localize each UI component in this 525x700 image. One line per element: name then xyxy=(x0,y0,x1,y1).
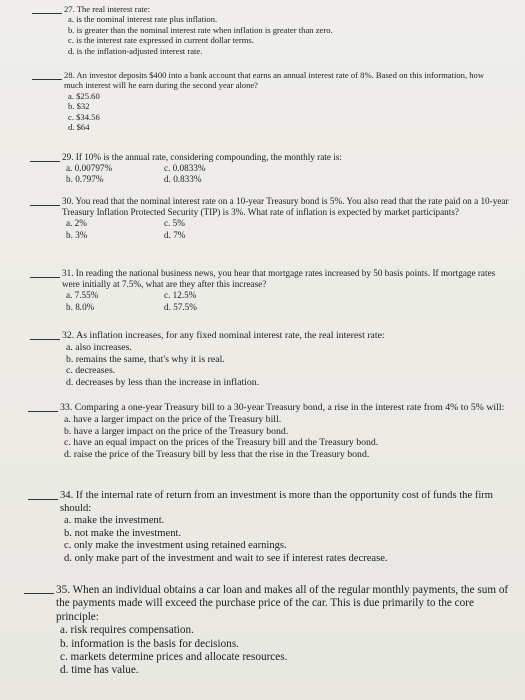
question-31 xyxy=(30,268,511,313)
question-stem: 33. Comparing a one-year Treasury bill to a 30-year Treasury bond, a rise in the interest rate from 4% to 5% will: xyxy=(60,402,505,413)
question-27 xyxy=(32,4,511,56)
option: d. only make part of the investment and wait to see if interest rates decrease. xyxy=(64,552,388,564)
question-33 xyxy=(28,402,511,461)
option: c. markets determine prices and allocate resources. xyxy=(60,651,288,664)
question-29 xyxy=(30,152,511,186)
question-stem: 30. You read that the nominal interest rate on a 10-year Treasury bond is 5%. You also read that the rate paid on a 10-year Treasury Inflation Protected Security (TIP) is 3%. What rate of inflation is expected by market participants? xyxy=(62,196,509,218)
option: a. 2% xyxy=(66,218,87,229)
option: d. 0.833% xyxy=(164,174,202,185)
option: a. is the nominal interest rate plus inflation. xyxy=(68,14,218,25)
question-28 xyxy=(32,70,485,132)
option: c. 12.5% xyxy=(164,290,197,301)
answer-blank xyxy=(30,330,60,340)
question-35 xyxy=(24,584,511,678)
question-stem: 28. An investor deposits $400 into a bank account that earns an annual interest rate of 8%. Based on this information, how much interest will he earn during the second year alone? xyxy=(64,70,485,91)
question-stem: 32. As inflation increases, for any fixed nominal interest rate, the real interest rate: xyxy=(62,330,385,341)
option: b. have a larger impact on the price of the Treasury bond. xyxy=(64,425,289,437)
option: d. decreases by less than the increase in inflation. xyxy=(66,377,260,389)
question-30 xyxy=(30,196,511,241)
question-34 xyxy=(28,490,511,566)
answer-blank xyxy=(30,196,60,206)
option: a. risk requires compensation. xyxy=(60,624,194,637)
option: c. $34.56 xyxy=(68,111,100,122)
option: b. 8.0% xyxy=(66,301,95,312)
option: d. is the inflation-adjusted interest rate. xyxy=(68,45,203,56)
answer-blank xyxy=(24,584,54,594)
option: c. is the interest rate expressed in current dollar terms. xyxy=(68,35,254,46)
question-stem: 27. The real interest rate: xyxy=(64,4,150,14)
option: c. only make the investment using retained earnings. xyxy=(64,540,287,552)
question-stem: 31. In reading the national business news, you hear that mortgage rates increased by 50 basis points. If mortgage rates were initially at 7.5%, what are they after this increase? xyxy=(62,268,496,290)
option: a. 7.55% xyxy=(66,290,99,301)
option: c. 5% xyxy=(164,218,185,229)
option: b. remains the same, that's why it is real. xyxy=(66,353,225,365)
option: b. 3% xyxy=(66,229,88,240)
question-stem: 35. When an individual obtains a car loan and makes all of the regular monthly payments, the sum of the payments made will exceed the purchase price of the car. This is due primarily to the core principle: xyxy=(56,584,509,623)
option: d. $64 xyxy=(68,122,90,133)
option: d. 7% xyxy=(164,229,186,240)
answer-blank xyxy=(28,402,58,412)
option: a. $25.60 xyxy=(68,90,100,101)
question-stem: 29. If 10% is the annual rate, considering compounding, the monthly rate is: xyxy=(62,152,342,162)
answer-blank xyxy=(30,152,60,162)
option: a. make the investment. xyxy=(64,515,165,527)
option: d. time has value. xyxy=(60,664,139,677)
option: b. $32 xyxy=(68,101,90,112)
option: b. is greater than the nominal interest rate when inflation is greater than zero. xyxy=(68,24,333,35)
answer-blank xyxy=(32,4,62,14)
option: b. 0.797% xyxy=(66,174,104,185)
option: c. decreases. xyxy=(66,365,116,377)
answer-blank xyxy=(32,70,62,80)
option: a. also increases. xyxy=(66,341,132,353)
option: d. raise the price of the Treasury bill by less that the rise in the Treasury bond. xyxy=(64,449,370,461)
option: a. 0.00797% xyxy=(66,163,113,174)
option: c. have an equal impact on the prices of the Treasury bill and the Treasury bond. xyxy=(64,437,379,449)
option: b. not make the investment. xyxy=(64,527,182,539)
question-stem: 34. If the internal rate of return from an investment is more than the opportunity cost of funds the firm should: xyxy=(60,490,494,514)
option: d. 57.5% xyxy=(164,301,197,312)
option: b. information is the basis for decisions. xyxy=(60,637,239,650)
answer-blank xyxy=(28,490,58,500)
option: a. have a larger impact on the price of the Treasury bill. xyxy=(64,413,282,425)
answer-blank xyxy=(30,268,60,278)
question-32 xyxy=(30,330,511,389)
option: c. 0.0833% xyxy=(164,163,206,174)
